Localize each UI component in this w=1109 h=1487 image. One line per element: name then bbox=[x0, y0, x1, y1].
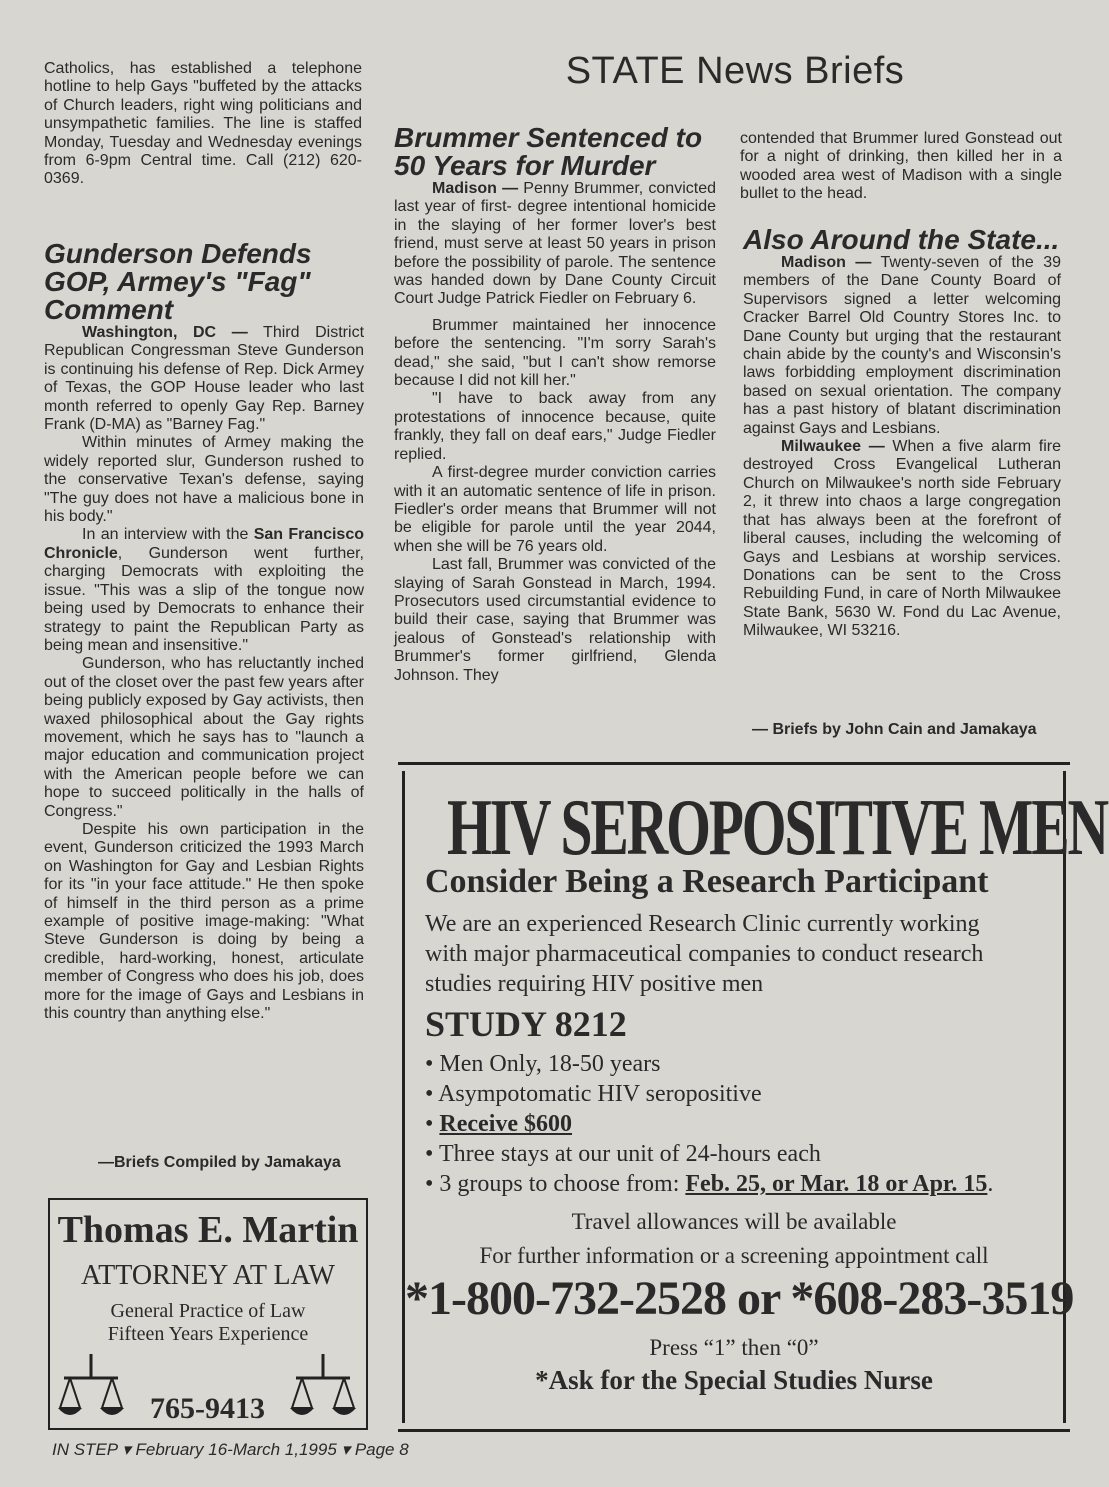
study-number: STUDY 8212 bbox=[425, 1004, 627, 1044]
scales-of-justice-icon bbox=[288, 1350, 358, 1422]
brummer-paragraph: Madison — Penny Brummer, convicted last year of first- degree intentional homicide in the slaying of her former lover's best friend, must serve at least 50 years in prison before the possibility of parole. The sentence was handed down by Dane County Circuit Court Judge Patrick Fiedler on February 6. bbox=[394, 180, 716, 308]
around-article bbox=[743, 226, 1061, 641]
ask-nurse: *Ask for the Special Studies Nurse bbox=[535, 1365, 933, 1395]
publication-name: IN STEP bbox=[52, 1440, 118, 1459]
criteria-item: • Asympotomatic HIV seropositive bbox=[425, 1081, 762, 1107]
criteria-item: • Receive $600 bbox=[425, 1111, 573, 1137]
gunderson-credit: —Briefs Compiled by Jamakaya bbox=[98, 1154, 341, 1171]
contact-phones: *1-800-732-2528 or *608-283-3519 bbox=[405, 1272, 1074, 1325]
hiv-ad-title: HIV SEROPOSITIVE MEN bbox=[447, 784, 1107, 872]
criteria-item: • 3 groups to choose from: Feb. 25, or Mar. 18 or Apr. 15. bbox=[425, 1171, 994, 1197]
footer-separator: ▾ bbox=[341, 1440, 351, 1459]
gunderson-article bbox=[44, 240, 364, 1023]
brummer-paragraph: Brummer maintained her innocence before the sentencing. "I'm sorry Sarah's dead," she said, "but I can't show remorse because I did not kill her." bbox=[394, 316, 716, 390]
gunderson-paragraph: Washington, DC — Third District Republican Congressman Steve Gunderson is continuing his defense of Rep. Dick Armey of Texas, the GOP House leader who last month referred to openly Gay Rep. Barney Frank (D-MA) as "Barney Fag." bbox=[44, 324, 365, 434]
info-note: For further information or a screening appointment call bbox=[479, 1243, 989, 1268]
around-credit: — Briefs by John Cain and Jamakaya bbox=[752, 721, 1037, 738]
press-instructions: Press “1” then “0” bbox=[649, 1335, 819, 1360]
gunderson-headline: Gunderson Defends GOP, Armey's "Fag" Comment bbox=[44, 238, 312, 325]
criteria-item: • Three stays at our unit of 24-hours each bbox=[425, 1141, 821, 1167]
attorney-title: ATTORNEY AT LAW bbox=[81, 1260, 335, 1291]
attorney-practice: General Practice of Law bbox=[110, 1300, 306, 1322]
hiv-ad-subtitle: Consider Being a Research Participant bbox=[425, 863, 989, 900]
around-headline: Also Around the State... bbox=[743, 224, 1060, 255]
gunderson-paragraph: Despite his own participation in the event, Gunderson criticized the 1993 March on Washington for Gay and Lesbian Rights for its "in your face attitude." He then spoke of himself in the third person as a prime example of positive image-making: "What Steve Gunderson is doing by being a credible, hard-working, honest, articulate member of Congress who does his job, does more for the image of Gays and Lesbians in this country than anything else." bbox=[44, 820, 364, 1023]
brummer-paragraph: "I have to back away from any protestations of innocence because, quite frankly, they fall on deaf ears," Judge Fiedler replied. bbox=[394, 390, 716, 463]
continued-article-text: Catholics, has established a telephone hotline to help Gays "buffeted by the attacks of Church leaders, right wing politicians and unsympathetic families. The line is staffed Monday, Tuesday and Wednesday evenings from 6-9pm Central time. Call (212) 620-0369. bbox=[44, 60, 362, 188]
attorney-name: Thomas E. Martin bbox=[57, 1209, 359, 1251]
study-criteria-list bbox=[425, 1049, 993, 1199]
footer-separator: ▾ bbox=[122, 1440, 131, 1459]
scales-of-justice-icon bbox=[56, 1350, 126, 1422]
around-paragraph: Madison — Twenty-seven of the 39 members of the Dane County Board of Supervisors signed a letter welcoming Cracker Barrel Old Country Stores Inc. to Dane County but urging that the restaurant chain abide by the county's and Wisconsin's laws forbidding employment discrimination based on sexual orientation. The company has a past history of blatant discrimination against Gays and Lesbians. bbox=[743, 254, 1061, 437]
brummer-headline: Brummer Sentenced to 50 Years for Murder bbox=[394, 122, 703, 181]
travel-note: Travel allowances will be available bbox=[571, 1209, 897, 1234]
page-footer bbox=[52, 1440, 409, 1460]
hiv-research-ad bbox=[398, 762, 1107, 1432]
section-title: STATE News Briefs bbox=[565, 50, 905, 92]
attorney-phone: 765-9413 bbox=[150, 1392, 265, 1425]
criteria-item: • Men Only, 18-50 years bbox=[425, 1051, 661, 1077]
brummer-paragraph: A first-degree murder conviction carries with it an automatic sentence of life in prison. Fiedler's order means that Brummer will not be eligible for parole until the year 2044, when she will be 76 years old. bbox=[394, 464, 716, 555]
brummer-paragraph: Last fall, Brummer was convicted of the slaying of Sarah Gonstead in March, 1994. Prosecutors used circumstantial evidence to build their case, saying that Brummer was jealous of Gonstead's relationship with Brummer's former girlfriend, Glenda Johnson. They bbox=[394, 556, 716, 684]
issue-date: February 16-March 1,1995 bbox=[135, 1440, 337, 1459]
brummer-article bbox=[394, 124, 716, 685]
attorney-ad bbox=[48, 1198, 368, 1430]
gunderson-paragraph: Gunderson, who has reluctantly inched out of the closet over the past few years after being publicly exposed by Gay activists, then waxed philosophical about the Gay rights movement, which he says has to "launch a major education and communication project with the American people before we can hope to succeed politically in the halls of Congress." bbox=[44, 655, 364, 820]
brummer-continued: contended that Brummer lured Gonstead out for a night of drinking, then killed her in a wooded area west of Madison with a single bullet to the head. bbox=[740, 130, 1062, 203]
around-paragraph: Milwaukee — When a five alarm fire destroyed Cross Evangelical Lutheran Church on Milwaukee's north side February 2, it threw into chaos a large congregation that has always been at the forefront of liberal causes, including the welcoming of Gays and Lesbians at worship services. Donations can be sent to the Cross Rebuilding Fund, in care of North Milwaukee State Bank, 5630 W. Fond du Lac Avenue, Milwaukee, WI 53216. bbox=[743, 438, 1061, 640]
gunderson-paragraph: In an interview with the San Francisco Chronicle, Gunderson went further, charging Democrats with exploiting the issue. "This was a slip of the tongue now being used by Democrats to enhance their strategy to paint the Republican Party as being mean and insensitive." bbox=[44, 526, 364, 654]
attorney-experience: Fifteen Years Experience bbox=[107, 1323, 309, 1345]
hiv-ad-intro: We are an experienced Research Clinic currently working with major pharmaceutical companies to conduct research studies requiring HIV positive men bbox=[425, 911, 984, 997]
gunderson-paragraph: Within minutes of Armey making the widely reported slur, Gunderson rushed to the conservative Texan's defense, saying "The guy does not have a malicious bone in his body." bbox=[44, 434, 364, 526]
page-number: Page 8 bbox=[354, 1440, 409, 1459]
